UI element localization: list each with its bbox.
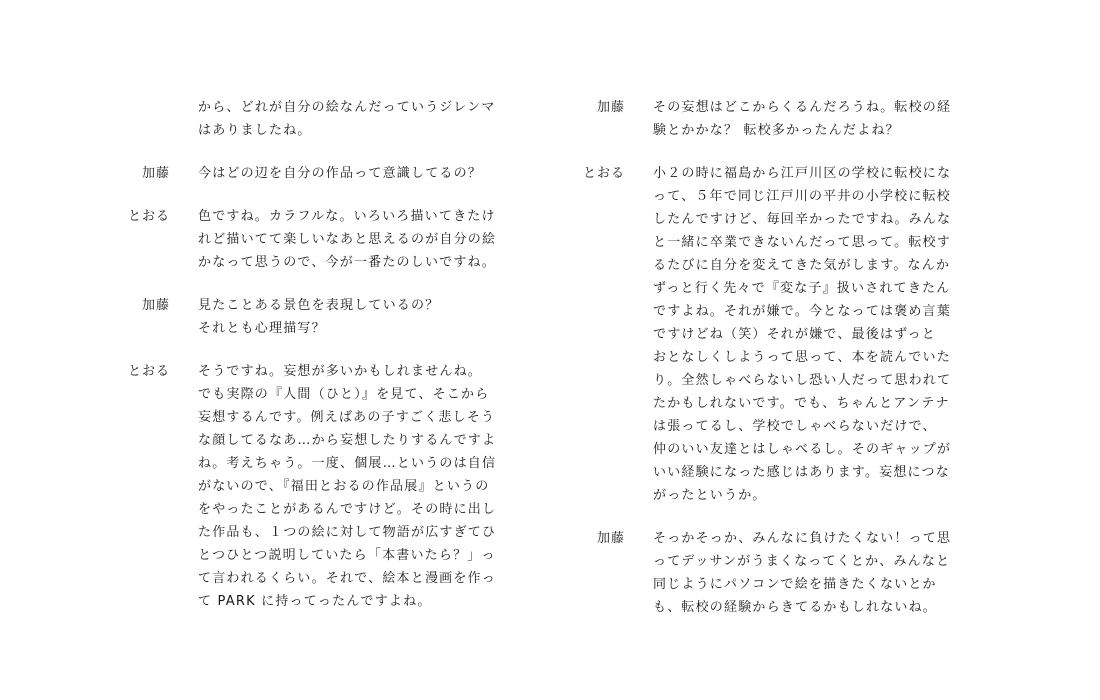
dialogue-entry [565,527,965,619]
text-line: り。全然しゃべらないし恐い人だって思われて [653,373,952,388]
text-line: とつひとつ説明していたら「本書いたら？」っ [198,548,496,563]
speaker-name: 加藤 [596,531,625,546]
dialogue-text [198,205,510,274]
text-line: したんですけど、毎回辛かったですね。みんな [653,212,952,227]
text-line: ですけどね（笑）それが嫌で、最後はずっと [653,327,936,342]
dialogue-text [653,162,965,507]
text-line: いい経験になった感じはあります。妄想につな [653,465,950,480]
text-line: ね。考えちゃう。一度、個展…というのは自信 [198,456,497,471]
text-line: から、どれが自分の絵なんだっていうジレンマ [198,100,496,115]
speaker-name: 加藤 [141,166,170,181]
text-line: がないので、『福田とおるの作品展』というの [198,479,490,494]
text-line: 見たことある景色を表現しているの？ [198,298,440,313]
left-column [110,96,510,633]
text-line: 験とかかな？ 転校多かったんだよね？ [653,123,900,138]
text-line: がったというか。 [653,488,767,503]
text-line: おとなしくしようって思って、本を読んでいた [653,350,951,365]
speaker-name: とおる [127,209,170,224]
speaker-name: 加藤 [141,298,170,313]
text-line: 色ですね。カラフルな。いろいろ描いてきたけ [198,209,496,224]
text-line: ずっと行く先々で『変な子』扱いされてきたん [653,281,951,296]
text-line: ですよね。それが嫌で。今となっては褒め言葉 [653,304,951,319]
text-line: な顔してるなあ…から妄想したりするんですよ [198,433,497,448]
text-line: るたびに自分を変えてきた気がします。なんか [653,258,951,273]
text-line: ってデッサンがうまくなってくとか、みんなと [653,554,951,569]
text-line: はありましたね。 [198,123,312,138]
dialogue-text [198,162,510,185]
text-line: 小２の時に福島から江戸川区の学校に転校にな [653,166,952,181]
text-line: 今はどの辺を自分の作品って意識してるの？ [198,166,483,181]
dialogue-entry [565,162,965,507]
dialogue-text [198,360,510,613]
text-line: て言われるくらい。それで、絵本と漫画を作っ [198,571,496,586]
dialogue-text [653,96,965,142]
text-line: て PARK に持ってったんですよね。 [198,594,432,609]
speaker-name: 加藤 [596,100,625,115]
right-column [565,96,965,639]
text-line: は張ってるし、学校でしゃべらないだけで、 [653,419,937,434]
dialogue-entry [110,360,510,613]
text-line: そうですね。妄想が多いかもしれませんね。 [198,364,483,379]
text-line: れど描いてて楽しいなあと思えるのが自分の絵 [198,232,497,247]
dialogue-text [198,96,510,142]
text-line: た作品も、１つの絵に対して物語が広すぎてひ [198,525,497,540]
text-line: かなって思うので、今が一番たのしいですね。 [198,255,496,270]
text-line: その妄想はどこからくるんだろうね。転校の経 [653,100,952,115]
text-line: それとも心理描写？ [198,321,326,336]
text-line: たかもしれないです。でも、ちゃんとアンテナ [653,396,950,411]
text-line: 同じようにパソコンで絵を描きたくないとか [653,577,937,592]
dialogue-entry [565,96,965,142]
dialogue-text [653,527,965,619]
text-line: でも実際の『人間（ひと）』を見て、そこから [198,387,490,402]
text-line: って、５年で同じ江戸川の平井の小学校に転校 [653,189,951,204]
speaker-name: とおる [582,166,625,181]
text-line: も、転校の経験からきてるかもしれないね。 [653,600,938,615]
text-line: 妄想するんです。例えばあの子すごく悲しそう [198,410,496,425]
dialogue-entry [110,162,510,185]
dialogue-entry [110,205,510,274]
speaker-name: とおる [127,364,170,379]
text-line: をやったことがあるんですけど。その時に出し [198,502,497,517]
dialogue-entry [110,96,510,142]
text-line: 仲のいい友達とはしゃべるし。そのギャップが [653,442,952,457]
text-line: そっかそっか、みんなに負けたくない！って思 [653,531,952,546]
dialogue-text [198,294,510,340]
dialogue-entry [110,294,510,340]
text-line: と一緒に卒業できないんだって思って。転校す [653,235,951,250]
